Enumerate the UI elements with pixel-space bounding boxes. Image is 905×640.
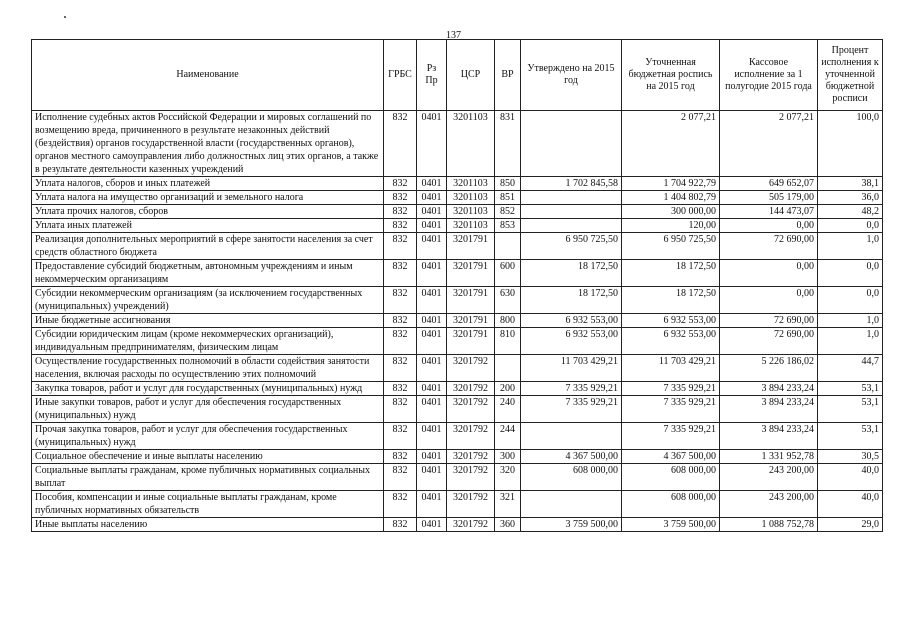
table-row [32, 205, 883, 219]
cell-refined: 18 172,50 [622, 287, 720, 314]
cell-cash: 0,00 [720, 287, 818, 314]
cell-refined: 608 000,00 [622, 464, 720, 491]
cell-cash: 72 690,00 [720, 233, 818, 260]
cell-cash: 144 473,07 [720, 205, 818, 219]
cell-vr: 300 [495, 450, 521, 464]
cell-vr: 600 [495, 260, 521, 287]
cell-approved [521, 191, 622, 205]
header-vr: ВР [495, 40, 521, 111]
cell-cash: 3 894 233,24 [720, 423, 818, 450]
cell-csr: 3201791 [447, 260, 495, 287]
cell-percent: 44,7 [818, 355, 883, 382]
cell-percent: 1,0 [818, 233, 883, 260]
cell-percent: 100,0 [818, 111, 883, 177]
cell-grbs: 832 [384, 328, 417, 355]
cell-name: Уплата прочих налогов, сборов [32, 205, 384, 219]
cell-name: Субсидии юридическим лицам (кроме некоммерческих организаций), индивидуальным предпринимателям, физическим лицам [32, 328, 384, 355]
cell-refined: 6 950 725,50 [622, 233, 720, 260]
cell-percent: 0,0 [818, 287, 883, 314]
cell-rzpr: 0401 [417, 314, 447, 328]
header-cash: Кассовое исполнение за 1 полугодие 2015 года [720, 40, 818, 111]
cell-refined: 4 367 500,00 [622, 450, 720, 464]
cell-csr: 3201103 [447, 219, 495, 233]
cell-percent: 53,1 [818, 382, 883, 396]
cell-csr: 3201103 [447, 177, 495, 191]
cell-name: Уплата иных платежей [32, 219, 384, 233]
cell-percent: 53,1 [818, 396, 883, 423]
cell-vr [495, 233, 521, 260]
cell-rzpr: 0401 [417, 205, 447, 219]
cell-cash: 1 088 752,78 [720, 518, 818, 532]
table-row [32, 518, 883, 532]
cell-vr: 853 [495, 219, 521, 233]
table-body [32, 111, 883, 532]
table-row [32, 177, 883, 191]
cell-approved [521, 423, 622, 450]
cell-csr: 3201792 [447, 382, 495, 396]
cell-percent: 1,0 [818, 314, 883, 328]
cell-refined: 2 077,21 [622, 111, 720, 177]
cell-rzpr: 0401 [417, 177, 447, 191]
cell-vr: 851 [495, 191, 521, 205]
cell-name: Исполнение судебных актов Российской Федерации и мировых соглашений по возмещению вреда, причиненного в результате незаконных действий (бездействия) органов государственной власти (государственных органов), органов местного самоуправления либо должностных лиц этих органов, а также в результате деятельности казенных учреждений [32, 111, 384, 177]
cell-approved: 4 367 500,00 [521, 450, 622, 464]
cell-csr: 3201792 [447, 423, 495, 450]
table-row [32, 111, 883, 177]
cell-name: Реализация дополнительных мероприятий в сфере занятости населения за счет средств областного бюджета [32, 233, 384, 260]
cell-refined: 11 703 429,21 [622, 355, 720, 382]
table-row [32, 219, 883, 233]
cell-rzpr: 0401 [417, 111, 447, 177]
cell-approved [521, 219, 622, 233]
cell-refined: 7 335 929,21 [622, 382, 720, 396]
cell-grbs: 832 [384, 355, 417, 382]
cell-cash: 243 200,00 [720, 491, 818, 518]
header-row [32, 40, 883, 111]
header-grbs: ГРБС [384, 40, 417, 111]
table-row [32, 233, 883, 260]
cell-name: Предоставление субсидий бюджетным, автономным учреждениям и иным некоммерческим организациям [32, 260, 384, 287]
cell-vr: 630 [495, 287, 521, 314]
cell-percent: 38,1 [818, 177, 883, 191]
cell-refined: 1 404 802,79 [622, 191, 720, 205]
cell-rzpr: 0401 [417, 382, 447, 396]
scan-speck [64, 16, 66, 18]
cell-refined: 7 335 929,21 [622, 396, 720, 423]
cell-name: Уплата налога на имущество организаций и земельного налога [32, 191, 384, 205]
cell-cash: 505 179,00 [720, 191, 818, 205]
table-row [32, 491, 883, 518]
cell-approved: 6 932 553,00 [521, 328, 622, 355]
cell-csr: 3201792 [447, 450, 495, 464]
table-row [32, 260, 883, 287]
cell-grbs: 832 [384, 205, 417, 219]
cell-vr: 852 [495, 205, 521, 219]
cell-csr: 3201791 [447, 287, 495, 314]
cell-vr: 244 [495, 423, 521, 450]
cell-cash: 72 690,00 [720, 328, 818, 355]
header-refined: Уточненная бюджетная роспись на 2015 год [622, 40, 720, 111]
cell-approved [521, 205, 622, 219]
cell-vr: 831 [495, 111, 521, 177]
cell-name: Субсидии некоммерческим организациям (за исключением государственных (муниципальных) учреждений) [32, 287, 384, 314]
cell-vr: 360 [495, 518, 521, 532]
table-row [32, 464, 883, 491]
table-row [32, 396, 883, 423]
table-row [32, 191, 883, 205]
cell-rzpr: 0401 [417, 260, 447, 287]
cell-name: Иные бюджетные ассигнования [32, 314, 384, 328]
table-row [32, 328, 883, 355]
table-row [32, 287, 883, 314]
table-row [32, 382, 883, 396]
cell-cash: 649 652,07 [720, 177, 818, 191]
cell-csr: 3201103 [447, 191, 495, 205]
cell-rzpr: 0401 [417, 450, 447, 464]
cell-grbs: 832 [384, 260, 417, 287]
cell-grbs: 832 [384, 111, 417, 177]
cell-vr: 321 [495, 491, 521, 518]
cell-approved: 7 335 929,21 [521, 396, 622, 423]
cell-vr: 800 [495, 314, 521, 328]
cell-approved: 11 703 429,21 [521, 355, 622, 382]
cell-percent: 40,0 [818, 491, 883, 518]
cell-cash: 5 226 186,02 [720, 355, 818, 382]
cell-cash: 1 331 952,78 [720, 450, 818, 464]
budget-table [31, 39, 883, 532]
cell-refined: 3 759 500,00 [622, 518, 720, 532]
cell-cash: 243 200,00 [720, 464, 818, 491]
cell-name: Уплата налогов, сборов и иных платежей [32, 177, 384, 191]
cell-cash: 0,00 [720, 260, 818, 287]
header-name: Наименование [32, 40, 384, 111]
cell-refined: 1 704 922,79 [622, 177, 720, 191]
cell-grbs: 832 [384, 491, 417, 518]
cell-csr: 3201791 [447, 233, 495, 260]
cell-cash: 2 077,21 [720, 111, 818, 177]
table-row [32, 355, 883, 382]
cell-rzpr: 0401 [417, 191, 447, 205]
cell-csr: 3201792 [447, 518, 495, 532]
cell-name: Иные выплаты населению [32, 518, 384, 532]
cell-refined: 6 932 553,00 [622, 314, 720, 328]
cell-vr: 240 [495, 396, 521, 423]
cell-approved [521, 111, 622, 177]
cell-cash: 3 894 233,24 [720, 396, 818, 423]
cell-grbs: 832 [384, 233, 417, 260]
cell-grbs: 832 [384, 396, 417, 423]
cell-name: Закупка товаров, работ и услуг для государственных (муниципальных) нужд [32, 382, 384, 396]
cell-percent: 53,1 [818, 423, 883, 450]
cell-name: Иные закупки товаров, работ и услуг для обеспечения государственных (муниципальных) нужд [32, 396, 384, 423]
cell-rzpr: 0401 [417, 518, 447, 532]
cell-refined: 7 335 929,21 [622, 423, 720, 450]
header-approved: Утверждено на 2015 год [521, 40, 622, 111]
cell-percent: 0,0 [818, 219, 883, 233]
cell-grbs: 832 [384, 314, 417, 328]
cell-csr: 3201792 [447, 355, 495, 382]
cell-approved: 6 950 725,50 [521, 233, 622, 260]
cell-rzpr: 0401 [417, 464, 447, 491]
table-row [32, 423, 883, 450]
cell-grbs: 832 [384, 287, 417, 314]
cell-refined: 6 932 553,00 [622, 328, 720, 355]
table-row [32, 450, 883, 464]
cell-vr: 320 [495, 464, 521, 491]
cell-percent: 40,0 [818, 464, 883, 491]
cell-refined: 18 172,50 [622, 260, 720, 287]
cell-approved: 1 702 845,58 [521, 177, 622, 191]
cell-rzpr: 0401 [417, 233, 447, 260]
cell-csr: 3201792 [447, 491, 495, 518]
cell-percent: 36,0 [818, 191, 883, 205]
cell-grbs: 832 [384, 423, 417, 450]
cell-name: Пособия, компенсации и иные социальные выплаты гражданам, кроме публичных нормативных обязательств [32, 491, 384, 518]
cell-percent: 48,2 [818, 205, 883, 219]
cell-name: Социальные выплаты гражданам, кроме публичных нормативных социальных выплат [32, 464, 384, 491]
cell-refined: 608 000,00 [622, 491, 720, 518]
cell-vr [495, 355, 521, 382]
cell-name: Социальное обеспечение и иные выплаты населению [32, 450, 384, 464]
cell-vr: 200 [495, 382, 521, 396]
header-rzpr: Рз Пр [417, 40, 447, 111]
cell-csr: 3201103 [447, 111, 495, 177]
cell-approved: 7 335 929,21 [521, 382, 622, 396]
cell-csr: 3201791 [447, 328, 495, 355]
cell-csr: 3201791 [447, 314, 495, 328]
cell-csr: 3201103 [447, 205, 495, 219]
cell-percent: 0,0 [818, 260, 883, 287]
cell-rzpr: 0401 [417, 219, 447, 233]
cell-name: Осуществление государственных полномочий в области содействия занятости населения, включая расходы по осуществлению этих полномочий [32, 355, 384, 382]
cell-approved: 3 759 500,00 [521, 518, 622, 532]
cell-csr: 3201792 [447, 396, 495, 423]
header-percent: Процент исполнения к уточненной бюджетной росписи [818, 40, 883, 111]
cell-csr: 3201792 [447, 464, 495, 491]
cell-percent: 1,0 [818, 328, 883, 355]
cell-grbs: 832 [384, 464, 417, 491]
cell-cash: 0,00 [720, 219, 818, 233]
header-csr: ЦСР [447, 40, 495, 111]
cell-vr: 850 [495, 177, 521, 191]
cell-cash: 3 894 233,24 [720, 382, 818, 396]
cell-approved: 18 172,50 [521, 287, 622, 314]
table-row [32, 314, 883, 328]
page-number: 137 [446, 30, 461, 41]
cell-vr: 810 [495, 328, 521, 355]
cell-rzpr: 0401 [417, 287, 447, 314]
cell-approved [521, 491, 622, 518]
cell-grbs: 832 [384, 177, 417, 191]
cell-approved: 6 932 553,00 [521, 314, 622, 328]
cell-rzpr: 0401 [417, 491, 447, 518]
cell-rzpr: 0401 [417, 396, 447, 423]
cell-rzpr: 0401 [417, 355, 447, 382]
cell-approved: 18 172,50 [521, 260, 622, 287]
cell-name: Прочая закупка товаров, работ и услуг для обеспечения государственных (муниципальных) нужд [32, 423, 384, 450]
cell-rzpr: 0401 [417, 423, 447, 450]
cell-percent: 30,5 [818, 450, 883, 464]
cell-refined: 300 000,00 [622, 205, 720, 219]
cell-grbs: 832 [384, 191, 417, 205]
cell-rzpr: 0401 [417, 328, 447, 355]
cell-grbs: 832 [384, 382, 417, 396]
cell-grbs: 832 [384, 450, 417, 464]
cell-grbs: 832 [384, 219, 417, 233]
cell-cash: 72 690,00 [720, 314, 818, 328]
cell-grbs: 832 [384, 518, 417, 532]
cell-approved: 608 000,00 [521, 464, 622, 491]
cell-percent: 29,0 [818, 518, 883, 532]
cell-refined: 120,00 [622, 219, 720, 233]
